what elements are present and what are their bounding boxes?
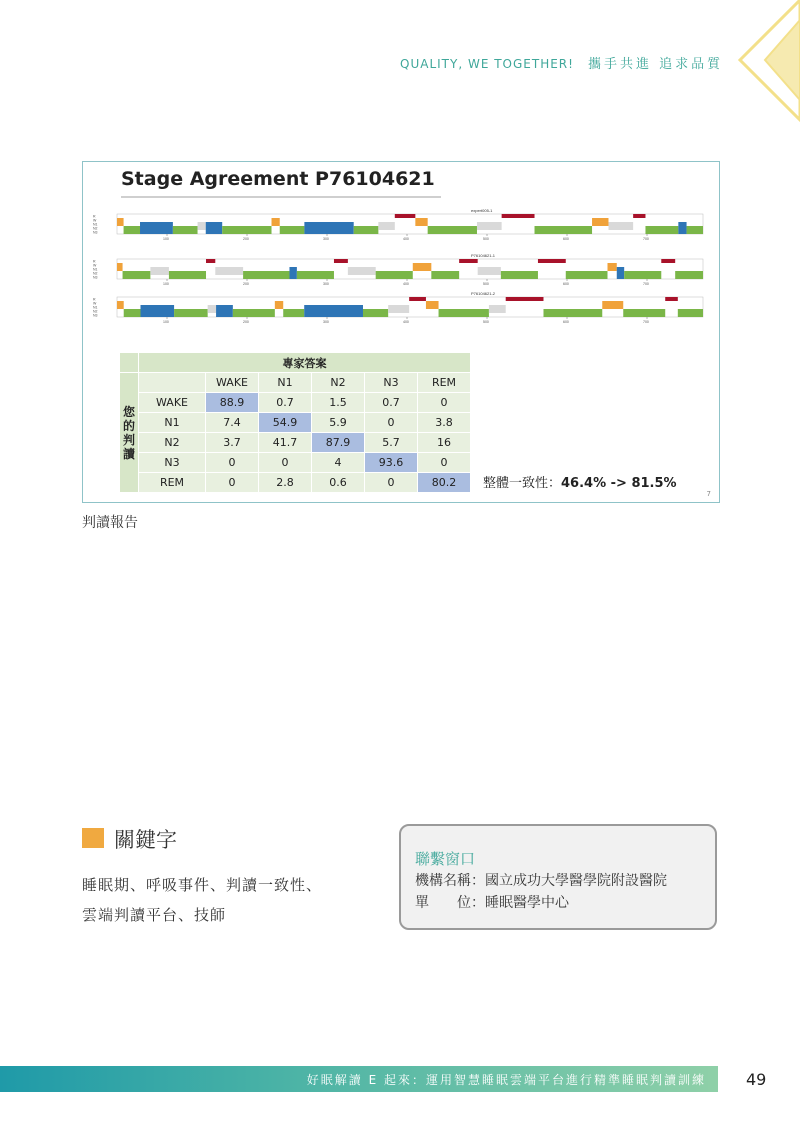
matrix-side-header-char: 讀 xyxy=(122,446,135,461)
header-slogan-en: QUALITY, WE TOGETHER! xyxy=(400,57,574,71)
hypnogram-segment-n3 xyxy=(140,222,173,234)
matrix-row-label: N3 xyxy=(139,453,206,473)
stage-axis-label: W xyxy=(93,301,97,306)
stage-axis-label: N1 xyxy=(93,267,98,272)
x-tick-label: 700 xyxy=(643,237,649,241)
x-tick-label: 300 xyxy=(323,320,329,324)
matrix-cell: 0 xyxy=(206,473,259,493)
matrix-col-header: N2 xyxy=(312,373,365,393)
hypnogram-label: expert005-1 xyxy=(471,208,493,213)
matrix-row-label: REM xyxy=(139,473,206,493)
hypnogram-segment-n2 xyxy=(363,309,388,317)
matrix-cell: 5.7 xyxy=(365,433,418,453)
x-tick-label: 100 xyxy=(163,282,169,286)
x-tick-label: 300 xyxy=(323,282,329,286)
hypnogram-segment-n2 xyxy=(645,226,678,234)
matrix-row xyxy=(120,473,471,493)
hypnogram-segment-n2 xyxy=(543,309,602,317)
x-tick-label: 600 xyxy=(563,237,569,241)
stage-axis-label: N3 xyxy=(93,313,98,318)
hypnogram-segment-rem xyxy=(661,259,675,263)
hypnogram-segment-wake xyxy=(117,263,123,271)
matrix-side-header-text xyxy=(120,405,138,461)
matrix-row xyxy=(120,453,471,473)
matrix-cell: 3.8 xyxy=(418,413,471,433)
contact-org-label: 機構名稱： xyxy=(415,873,485,889)
hypnogram-segment-n3 xyxy=(304,222,353,234)
hypnogram-segment-n2 xyxy=(431,271,459,279)
hypnogram-segment-n3 xyxy=(678,222,686,234)
hypnogram-segment-n2 xyxy=(623,309,665,317)
header-slogan-zh: 攜手共進 追求品質 xyxy=(587,57,724,72)
page-number: 49 xyxy=(746,1070,767,1089)
hypnogram-segment-n2 xyxy=(283,309,304,317)
hypnogram-segment-n1 xyxy=(348,267,376,275)
contact-unit xyxy=(415,892,569,912)
stage-axis-label: N2 xyxy=(93,226,98,231)
matrix-side-header-char: 的 xyxy=(122,418,135,433)
matrix-cell: 0 xyxy=(206,453,259,473)
matrix-side-header-char: 判 xyxy=(122,432,135,447)
hypnogram-segment-n2 xyxy=(169,271,206,279)
stage-axis-label: N1 xyxy=(93,305,98,310)
hypnogram-segment-n2 xyxy=(439,309,489,317)
hypnogram-segment-wake xyxy=(272,218,280,226)
matrix-cell: 0 xyxy=(418,393,471,413)
matrix-cell: 54.9 xyxy=(259,413,312,433)
matrix-header-blank xyxy=(139,373,206,393)
hypnogram-segment-n2 xyxy=(173,226,198,234)
slide-number: 7 xyxy=(706,490,711,498)
x-tick-label: 500 xyxy=(483,320,489,324)
x-tick-label: 200 xyxy=(243,237,249,241)
hypnogram-segment-n2 xyxy=(174,309,208,317)
hypnogram-segment-wake xyxy=(602,301,623,309)
matrix-cell: 80.2 xyxy=(418,473,471,493)
x-tick-label: 100 xyxy=(163,237,169,241)
footer-title: 好眠解讀 E 起來：運用智慧睡眠雲端平台進行精準睡眠判讀訓練 xyxy=(306,1073,706,1087)
hypnogram-segment-n2 xyxy=(124,309,141,317)
matrix-row xyxy=(120,413,471,433)
matrix-cell: 0.6 xyxy=(312,473,365,493)
hypnogram-segment-n1 xyxy=(198,222,206,230)
x-tick-label: 400 xyxy=(403,237,409,241)
hypnogram-segment-rem xyxy=(665,297,678,301)
matrix-cell: 3.7 xyxy=(206,433,259,453)
hypnogram-segment-wake xyxy=(426,301,439,309)
matrix-cell: 0 xyxy=(259,453,312,473)
x-tick-label: 700 xyxy=(643,320,649,324)
x-tick-label: 200 xyxy=(243,282,249,286)
hypnogram-segment-rem xyxy=(459,259,478,263)
hypnogram-segment-n2 xyxy=(535,226,593,234)
matrix-cell: 87.9 xyxy=(312,433,365,453)
hypnogram-segment-n2 xyxy=(624,271,661,279)
hypnogram-segment-n2 xyxy=(243,271,289,279)
contact-box xyxy=(399,824,717,930)
contact-org xyxy=(415,870,667,890)
hypnogram-segment-n2 xyxy=(354,226,379,234)
overall-agreement-value: 46.4% -> 81.5% xyxy=(561,476,677,491)
keywords-text xyxy=(82,870,322,930)
x-tick-label: 400 xyxy=(403,282,409,286)
matrix-row xyxy=(120,393,471,413)
matrix-side-header xyxy=(120,373,139,493)
matrix-cell: 7.4 xyxy=(206,413,259,433)
figure-title-underline xyxy=(121,196,441,198)
matrix-col-header: REM xyxy=(418,373,471,393)
matrix-corner xyxy=(120,353,139,373)
hypnogram-segment-n1 xyxy=(489,305,506,313)
matrix-col-header: WAKE xyxy=(206,373,259,393)
stage-axis-label: N2 xyxy=(93,309,98,314)
contact-org-value: 國立成功大學醫學院附設醫院 xyxy=(485,873,667,889)
hypnogram-segment-wake xyxy=(415,218,427,226)
hypnogram-label: P76104621-2 xyxy=(471,291,496,296)
hypnogram-1 xyxy=(91,207,711,243)
matrix-row xyxy=(120,433,471,453)
x-tick-label: 500 xyxy=(483,237,489,241)
hypnogram-segment-n2 xyxy=(428,226,477,234)
matrix-cell: 0.7 xyxy=(365,393,418,413)
matrix-cell: 0 xyxy=(365,413,418,433)
hypnogram-segment-wake xyxy=(592,218,608,226)
stage-axis-label: N2 xyxy=(93,271,98,276)
hypnogram-segment-n2 xyxy=(566,271,608,279)
hypnogram-segment-wake xyxy=(413,263,432,271)
hypnogram-segment-n3 xyxy=(617,267,624,279)
hypnogram-segment-n2 xyxy=(675,271,703,279)
contact-title: 聯繫窗口 xyxy=(415,850,476,868)
x-tick-label: 400 xyxy=(403,320,409,324)
hypnogram-segment-n2 xyxy=(501,271,538,279)
x-tick-label: 300 xyxy=(323,237,329,241)
hypnogram-segment-n3 xyxy=(206,222,222,234)
matrix-cell: 0.7 xyxy=(259,393,312,413)
matrix-cell: 16 xyxy=(418,433,471,453)
hypnogram-segment-rem xyxy=(633,214,645,218)
hypnogram-segment-n3 xyxy=(289,267,296,279)
matrix-col-header: N3 xyxy=(365,373,418,393)
matrix-cell: 4 xyxy=(312,453,365,473)
hypnogram-segment-n1 xyxy=(208,305,216,313)
hypnogram-segment-n1 xyxy=(608,222,633,230)
hypnogram-segment-rem xyxy=(206,259,215,263)
hypnogram-segment-n1 xyxy=(477,222,502,230)
hypnogram-segment-n2 xyxy=(123,271,151,279)
keywords-line-1: 睡眠期、呼吸事件、判讀一致性、 xyxy=(82,876,323,894)
stage-axis-label: N3 xyxy=(93,275,98,280)
hypnogram-segment-n2 xyxy=(376,271,413,279)
hypnogram-label: P76104621-1 xyxy=(471,253,496,258)
matrix-cell: 1.5 xyxy=(312,393,365,413)
hypnogram-segment-wake xyxy=(275,301,283,309)
hypnogram-segment-n2 xyxy=(222,226,271,234)
x-tick-label: 600 xyxy=(563,282,569,286)
hypnogram-segment-rem xyxy=(538,259,566,263)
matrix-row-label: WAKE xyxy=(139,393,206,413)
matrix-row-label: N2 xyxy=(139,433,206,453)
stage-axis-label: R xyxy=(93,297,96,302)
hypnogram-segment-n1 xyxy=(378,222,394,230)
figure-title: Stage Agreement P76104621 xyxy=(121,168,435,190)
matrix-col-header: N1 xyxy=(259,373,312,393)
matrix-row-label: N1 xyxy=(139,413,206,433)
hypnogram-segment-rem xyxy=(506,297,544,301)
hypnogram-segment-n3 xyxy=(304,305,363,317)
stage-axis-label: R xyxy=(93,214,96,219)
matrix-cell: 5.9 xyxy=(312,413,365,433)
x-tick-label: 600 xyxy=(563,320,569,324)
x-tick-label: 700 xyxy=(643,282,649,286)
hypnogram-segment-rem xyxy=(395,214,416,218)
hypnogram-segment-n2 xyxy=(297,271,334,279)
matrix-cell: 0 xyxy=(418,453,471,473)
hypnogram-segment-n2 xyxy=(280,226,305,234)
matrix-cell: 88.9 xyxy=(206,393,259,413)
x-tick-label: 500 xyxy=(483,282,489,286)
hypnogram-segment-wake xyxy=(117,218,124,226)
contact-unit-label: 單 位： xyxy=(415,895,485,911)
stage-axis-label: W xyxy=(93,263,97,268)
overall-agreement-label: 整體一致性： xyxy=(483,476,562,491)
hypnogram-segment-rem xyxy=(502,214,535,218)
keywords-line-2: 雲端判讀平台、技師 xyxy=(82,906,227,924)
hypnogram-3 xyxy=(91,290,711,326)
keywords-marker xyxy=(82,828,104,848)
hypnogram-segment-n2 xyxy=(124,226,140,234)
keywords-title: 關鍵字 xyxy=(114,828,177,852)
matrix-cell: 2.8 xyxy=(259,473,312,493)
x-tick-label: 100 xyxy=(163,320,169,324)
confusion-matrix xyxy=(119,352,471,493)
stage-axis-label: N1 xyxy=(93,222,98,227)
hypnogram-segment-rem xyxy=(409,297,426,301)
hypnogram-segment-n3 xyxy=(141,305,175,317)
hypnogram-segment-n2 xyxy=(233,309,275,317)
hypnogram-segment-n2 xyxy=(678,309,703,317)
figure-caption: 判讀報告 xyxy=(82,515,138,531)
hypnogram-segment-n1 xyxy=(478,267,501,275)
stage-axis-label: N3 xyxy=(93,230,98,235)
stage-axis-label: R xyxy=(93,259,96,264)
matrix-cell: 0 xyxy=(365,473,418,493)
matrix-cell: 93.6 xyxy=(365,453,418,473)
stage-agreement-figure xyxy=(82,161,720,503)
hypnogram-2 xyxy=(91,252,711,288)
matrix-top-header: 專家答案 xyxy=(139,353,471,373)
hypnogram-segment-wake xyxy=(607,263,616,271)
hypnogram-segment-n1 xyxy=(215,267,243,275)
matrix-side-header-char: 您 xyxy=(122,404,135,419)
header-slogan xyxy=(400,53,723,72)
hypnogram-segment-n3 xyxy=(216,305,233,317)
stage-axis-label: W xyxy=(93,218,97,223)
hypnogram-segment-wake xyxy=(117,301,124,309)
hypnogram-segment-n1 xyxy=(150,267,169,275)
hypnogram-segment-n2 xyxy=(687,226,703,234)
footer-bar xyxy=(0,1066,718,1092)
hypnogram-segment-rem xyxy=(334,259,348,263)
matrix-cell: 41.7 xyxy=(259,433,312,453)
hypnogram-segment-n1 xyxy=(388,305,409,313)
overall-agreement xyxy=(483,472,677,491)
contact-unit-value: 睡眠醫學中心 xyxy=(485,895,569,911)
x-tick-label: 200 xyxy=(243,320,249,324)
